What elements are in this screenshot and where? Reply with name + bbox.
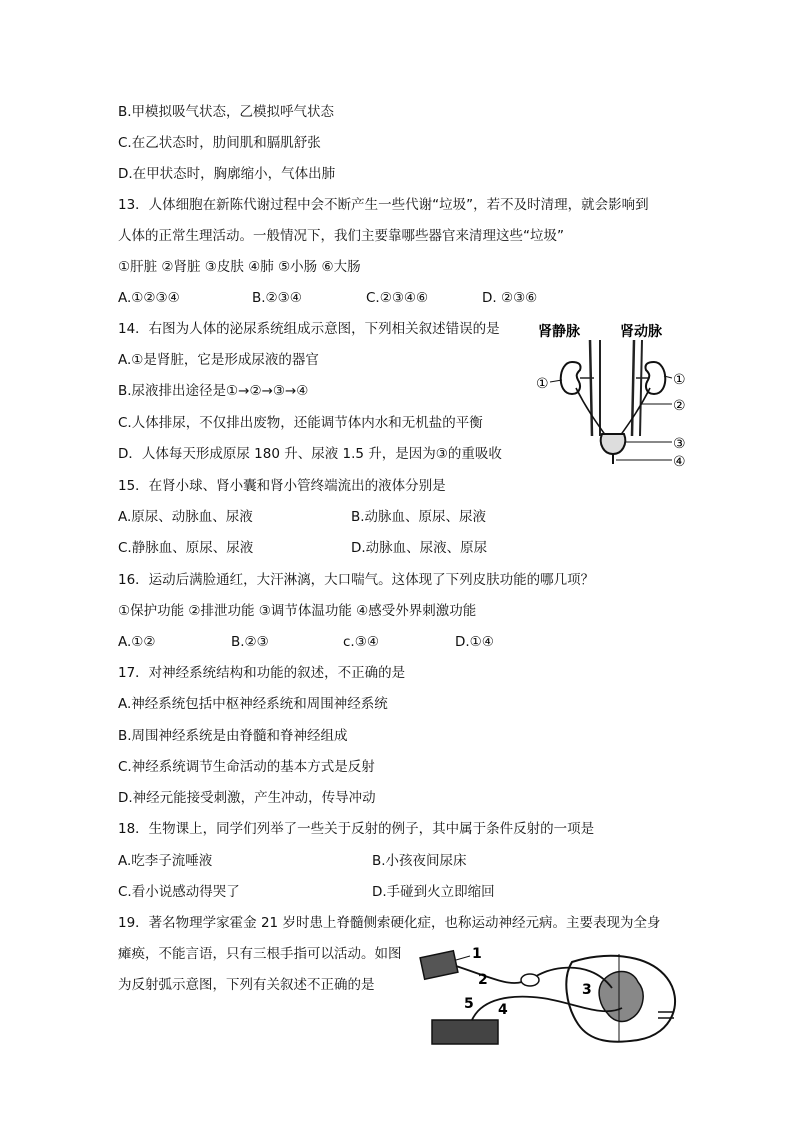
aorta [632, 340, 634, 436]
q14-option-c: C.人体排尿，不仅排出废物，还能调节体内水和无机盐的平衡 [118, 415, 483, 431]
q19-stem-line1: 19．著名物理学家霍金 21 岁时患上脊髓侧索硬化症，也称运动神经元病。主要表现为全身 [118, 915, 661, 931]
q12-option-c: C.在乙状态时，肋间肌和膈肌舒张 [118, 135, 321, 151]
q13-items: ①肝脏 ②肾脏 ③皮肤 ④肺 ⑤小肠 ⑥大肠 [118, 259, 361, 275]
q12-option-b: B.甲模拟吸气状态，乙模拟呼气状态 [118, 104, 335, 120]
q14-option-a: A.①是肾脏，它是形成尿液的器官 [118, 352, 319, 368]
q13-choice-a: A.①②③④ [118, 290, 180, 306]
label-1: 1 [472, 946, 482, 962]
label-5: 5 [464, 996, 474, 1012]
q16-items: ①保护功能 ②排泄功能 ③调节体温功能 ④感受外界刺激功能 [118, 603, 477, 619]
renal-vein-label: 肾静脉 [538, 324, 580, 340]
label-2: 2 [478, 972, 488, 988]
q16-choice-a: A.①② [118, 634, 156, 650]
q17-option-c: C.神经系统调节生命活动的基本方式是反射 [118, 759, 375, 775]
q15-choice-d: D.动脉血、尿液、原尿 [351, 540, 488, 556]
q13-choice-c: C.②③④⑥ [366, 290, 429, 306]
q16-choice-b: B.②③ [231, 634, 269, 650]
q14-option-b: B.尿液排出途径是①→②→③→④ [118, 383, 309, 399]
left-kidney [561, 362, 581, 394]
q15-choice-b: B.动脉血、原尿、尿液 [351, 509, 487, 525]
right-ureter [620, 388, 650, 436]
marker-1-left: ① [536, 376, 549, 392]
q19-stem-line3: 为反射弧示意图，下列有关叙述不正确的是 [118, 977, 375, 993]
q16-choice-c: c.③④ [343, 634, 379, 650]
q18-stem: 18．生物课上，同学们列举了一些关于反射的例子，其中属于条件反射的一项是 [118, 821, 595, 837]
q17-option-d: D.神经元能接受刺激，产生冲动，传导冲动 [118, 790, 376, 806]
q13-choice-d: D. ②③⑥ [482, 290, 538, 306]
q16-stem: 16．运动后满脸通红，大汗淋漓，大口喘气。这体现了下列皮肤功能的哪几项？ [118, 572, 595, 588]
bladder [601, 434, 626, 454]
urinary-system-figure [532, 318, 692, 468]
q18-choice-d: D.手碰到火立即缩回 [372, 884, 495, 900]
q14-stem: 14．右图为人体的泌尿系统组成示意图，下列相关叙述错误的是 [118, 321, 500, 337]
vena-cava [590, 340, 592, 436]
q18-choice-b: B.小孩夜间尿床 [372, 853, 467, 869]
ganglion [521, 974, 539, 986]
q13-choice-b: B.②③④ [252, 290, 302, 306]
q18-choice-a: A.吃李子流唾液 [118, 853, 213, 869]
q15-choice-c: C.静脉血、原尿、尿液 [118, 540, 254, 556]
receptor-skin [420, 951, 458, 980]
marker-1-right: ① [673, 372, 686, 388]
label-3: 3 [582, 982, 592, 998]
q12-option-d: D.在甲状态时，胸廓缩小，气体出肺 [118, 166, 336, 182]
q15-stem: 15．在肾小球、肾小囊和肾小管终端流出的液体分别是 [118, 478, 446, 494]
q17-option-a: A.神经系统包括中枢神经系统和周围神经系统 [118, 696, 388, 712]
renal-artery-label: 肾动脉 [620, 324, 662, 340]
q13-stem-line1: 13．人体细胞在新陈代谢过程中会不断产生一些代谢“垃圾”，若不及时清理，就会影响到 [118, 197, 649, 213]
effector-muscle [432, 1020, 498, 1044]
q14-option-d: D．人体每天形成原尿 180 升、尿液 1.5 升，是因为③的重吸收 [118, 446, 502, 462]
q19-stem-line2: 瘫痪，不能言语，只有三根手指可以活动。如图 [118, 946, 402, 962]
q13-stem-line2: 人体的正常生理活动。一般情况下，我们主要靠哪些器官来清理这些“垃圾” [118, 228, 564, 244]
q16-choice-d: D.①④ [455, 634, 494, 650]
q15-choice-a: A.原尿、动脉血、尿液 [118, 509, 253, 525]
label-4: 4 [498, 1002, 508, 1018]
marker-2: ② [673, 398, 686, 414]
reflex-arc-figure [412, 938, 692, 1050]
label-line-1 [456, 956, 470, 960]
marker-3: ③ [673, 436, 686, 452]
q17-stem: 17．对神经系统结构和功能的叙述，不正确的是 [118, 665, 406, 681]
q18-choice-c: C.看小说感动得哭了 [118, 884, 240, 900]
aorta-edge [640, 340, 642, 436]
right-kidney [645, 362, 665, 394]
marker-4: ④ [673, 454, 686, 468]
q17-option-b: B.周围神经系统是由脊髓和脊神经组成 [118, 728, 348, 744]
